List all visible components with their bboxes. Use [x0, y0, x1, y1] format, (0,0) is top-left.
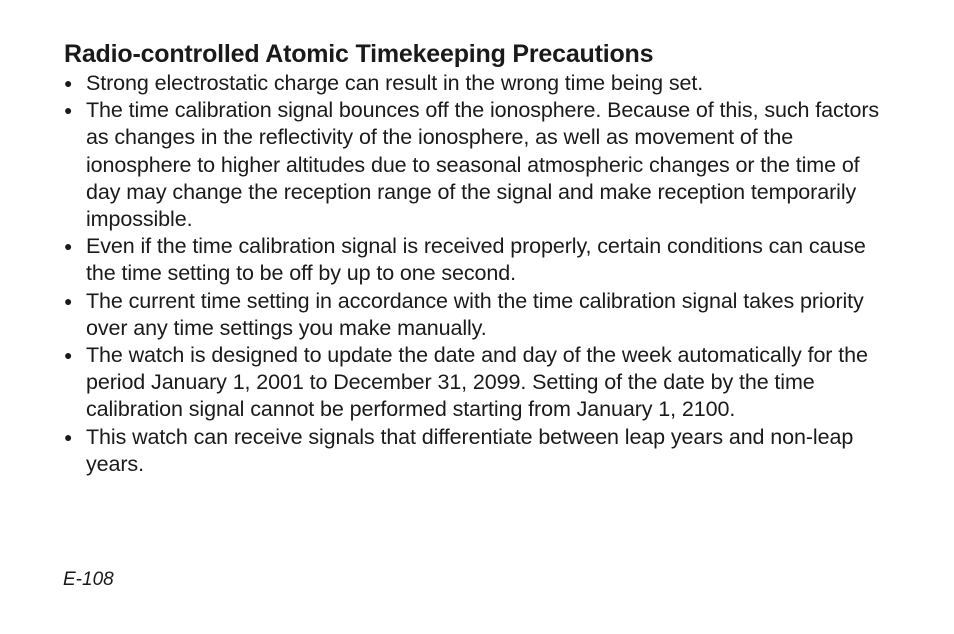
list-item [64, 233, 894, 287]
bullet-icon: ● [64, 102, 73, 119]
list-item [64, 70, 894, 97]
page-title: Radio-controlled Atomic Timekeeping Precautions [64, 40, 654, 68]
list-item-text: The time calibration signal bounces off the ionosphere. Because of this, such factors as changes in the reflectivity of the ionosphere, as well as movement of the ionosphere to higher altitudes due to seasonal atmospheric changes or the time of day may change the reception range of the signal and make reception temporarily impossible. [86, 98, 880, 232]
list-item-text: This watch can receive signals that differentiate between leap years and non-leap years. [86, 424, 854, 476]
bullet-icon: ● [64, 428, 73, 445]
bullet-icon: ● [64, 347, 73, 364]
list-item [64, 424, 894, 478]
list-item-text: The current time setting in accordance with the time calibration signal takes priority over any time settings you make manually. [86, 288, 864, 340]
bullet-icon: ● [64, 75, 73, 91]
bullet-icon: ● [64, 238, 73, 255]
list-item [64, 288, 894, 342]
list-item-text: The watch is designed to update the date and day of the week automatically for the period January 1, 2001 to December 31, 2099. Setting of the date by the time calibration signal cannot be performed starting from January 1, 2100. [86, 343, 868, 422]
list-item [64, 342, 894, 424]
document-page [64, 38, 894, 478]
list-item [64, 97, 894, 233]
list-item-text: Even if the time calibration signal is received properly, certain conditions can cause the time setting to be off by up to one second. [86, 234, 866, 286]
page-number: E-108 [63, 569, 114, 590]
bullet-icon: ● [64, 292, 73, 309]
list-item-text: Strong electrostatic charge can result in the wrong time being set. [86, 71, 704, 95]
precautions-list [64, 70, 894, 478]
